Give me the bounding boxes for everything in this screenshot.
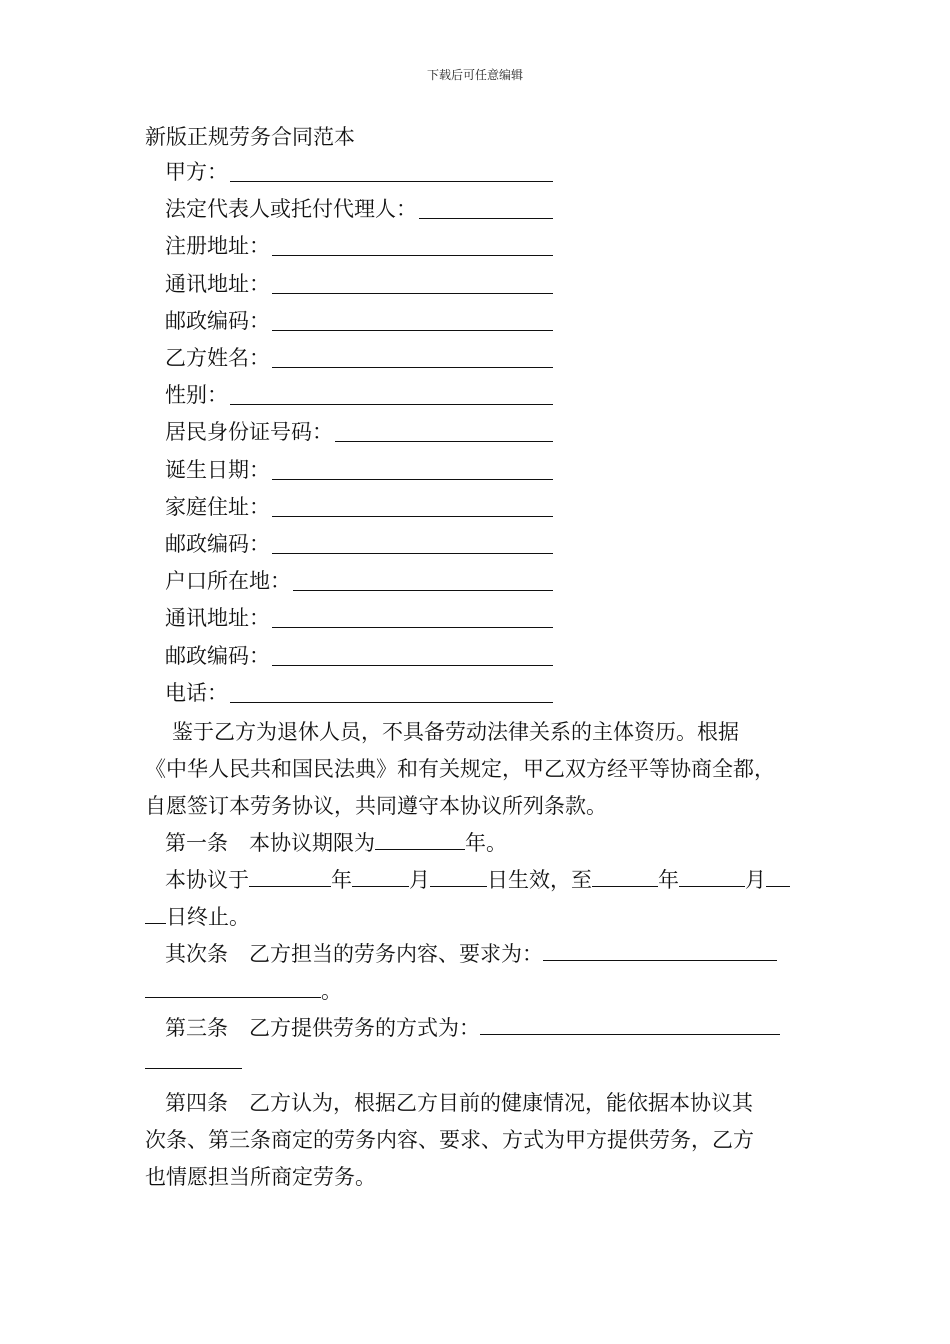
- article-2-label: 其次条: [165, 942, 228, 966]
- field-row: [165, 157, 228, 187]
- field-row: [165, 269, 270, 299]
- header-note: 下载后可任意编辑: [426, 68, 523, 82]
- field-blank[interactable]: [272, 553, 553, 554]
- field-label: 邮政编码：: [165, 532, 270, 556]
- field-row: [165, 194, 417, 224]
- field-label: 性别：: [165, 383, 228, 407]
- article-3-label: 第三条: [165, 1016, 228, 1040]
- field-blank[interactable]: [419, 218, 553, 219]
- field-row: [165, 529, 270, 559]
- field-row: [165, 492, 270, 522]
- field-blank[interactable]: [272, 293, 553, 294]
- field-blank[interactable]: [272, 367, 553, 368]
- field-label: 邮政编码：: [165, 309, 270, 333]
- start-month-blank[interactable]: [352, 864, 409, 887]
- start-year-blank[interactable]: [249, 864, 331, 887]
- field-row: [165, 380, 228, 410]
- field-blank[interactable]: [272, 627, 553, 628]
- service-content-blank[interactable]: [543, 938, 777, 961]
- field-blank[interactable]: [230, 181, 553, 182]
- service-method-blank[interactable]: [480, 1012, 780, 1035]
- field-label: 通讯地址：: [165, 606, 270, 630]
- article-2-end: 。: [321, 979, 342, 1003]
- article-4-line-3: 也情愿担当所商定劳务。: [145, 1165, 376, 1189]
- date-text-5: 年: [658, 868, 679, 892]
- field-label: 邮政编码：: [165, 644, 270, 668]
- field-label: 居民身份证号码：: [165, 420, 333, 444]
- service-method-blank-2[interactable]: [145, 1068, 242, 1069]
- article-1-date-line-cont: [145, 899, 250, 936]
- field-label: 诞生日期：: [165, 458, 270, 482]
- field-blank[interactable]: [272, 255, 553, 256]
- field-label: 户口所在地：: [165, 569, 291, 593]
- field-row: [165, 417, 333, 447]
- article-3-text: 乙方提供劳务的方式为：: [249, 1016, 480, 1040]
- field-row: [165, 603, 270, 633]
- article-4-line-1: [165, 1085, 753, 1122]
- preamble-line-3: 自愿签订本劳务协议，共同遵守本协议所列条款。: [145, 794, 607, 818]
- field-blank[interactable]: [230, 702, 553, 703]
- article-2-cont: [145, 973, 342, 1010]
- end-year-blank[interactable]: [592, 864, 658, 887]
- field-label: 家庭住址：: [165, 495, 270, 519]
- field-row: [165, 306, 270, 336]
- field-blank[interactable]: [272, 516, 553, 517]
- field-blank[interactable]: [272, 665, 553, 666]
- article-1-text: 本协议期限为: [249, 831, 375, 855]
- date-text-6: 月: [745, 868, 766, 892]
- end-month-blank[interactable]: [679, 864, 745, 887]
- article-4-text-1: 乙方认为，根据乙方目前的健康情况，能依据本协议其: [249, 1091, 753, 1115]
- field-row: [165, 455, 270, 485]
- field-label: 注册地址：: [165, 234, 270, 258]
- term-years-blank[interactable]: [375, 827, 465, 850]
- date-text-4: 日生效，至: [487, 868, 592, 892]
- date-text-3: 月: [409, 868, 430, 892]
- article-1-text-end: 年。: [465, 831, 507, 855]
- end-day-blank-a[interactable]: [766, 864, 790, 887]
- field-blank[interactable]: [293, 590, 553, 591]
- end-day-blank-b[interactable]: [145, 901, 166, 924]
- field-blank[interactable]: [272, 479, 553, 480]
- preamble-line-2: 《中华人民共和国民法典》和有关规定，甲乙双方经平等协商全都，: [145, 757, 775, 781]
- start-day-blank[interactable]: [430, 864, 487, 887]
- article-1-term: [165, 825, 507, 862]
- article-2: [165, 936, 777, 973]
- document-title: 新版正规劳务合同范本: [145, 125, 355, 149]
- field-row: [165, 566, 291, 596]
- field-blank[interactable]: [335, 441, 553, 442]
- field-label: 电话：: [165, 681, 228, 705]
- article-2-text: 乙方担当的劳务内容、要求为：: [249, 942, 543, 966]
- field-row: [165, 343, 270, 373]
- field-label: 乙方姓名：: [165, 346, 270, 370]
- field-blank[interactable]: [272, 330, 553, 331]
- field-label: 甲方：: [165, 160, 228, 184]
- article-4-label: 第四条: [165, 1091, 228, 1115]
- date-text-7: 日终止。: [166, 905, 250, 929]
- date-text-2: 年: [331, 868, 352, 892]
- field-label: 法定代表人或托付代理人：: [165, 197, 417, 221]
- preamble-line-1: 鉴于乙方为退休人员，不具备劳动法律关系的主体资历。根据: [172, 720, 739, 744]
- date-text-1: 本协议于: [165, 868, 249, 892]
- article-1-date-line: [165, 862, 790, 899]
- field-row: [165, 641, 270, 671]
- article-4-line-2: 次条、第三条商定的劳务内容、要求、方式为甲方提供劳务，乙方: [145, 1128, 754, 1152]
- field-row: [165, 231, 270, 261]
- field-blank[interactable]: [230, 404, 553, 405]
- field-label: 通讯地址：: [165, 272, 270, 296]
- article-1-label: 第一条: [165, 831, 228, 855]
- article-3: [165, 1010, 780, 1047]
- field-row: [165, 678, 228, 708]
- service-content-blank-2[interactable]: [145, 975, 321, 998]
